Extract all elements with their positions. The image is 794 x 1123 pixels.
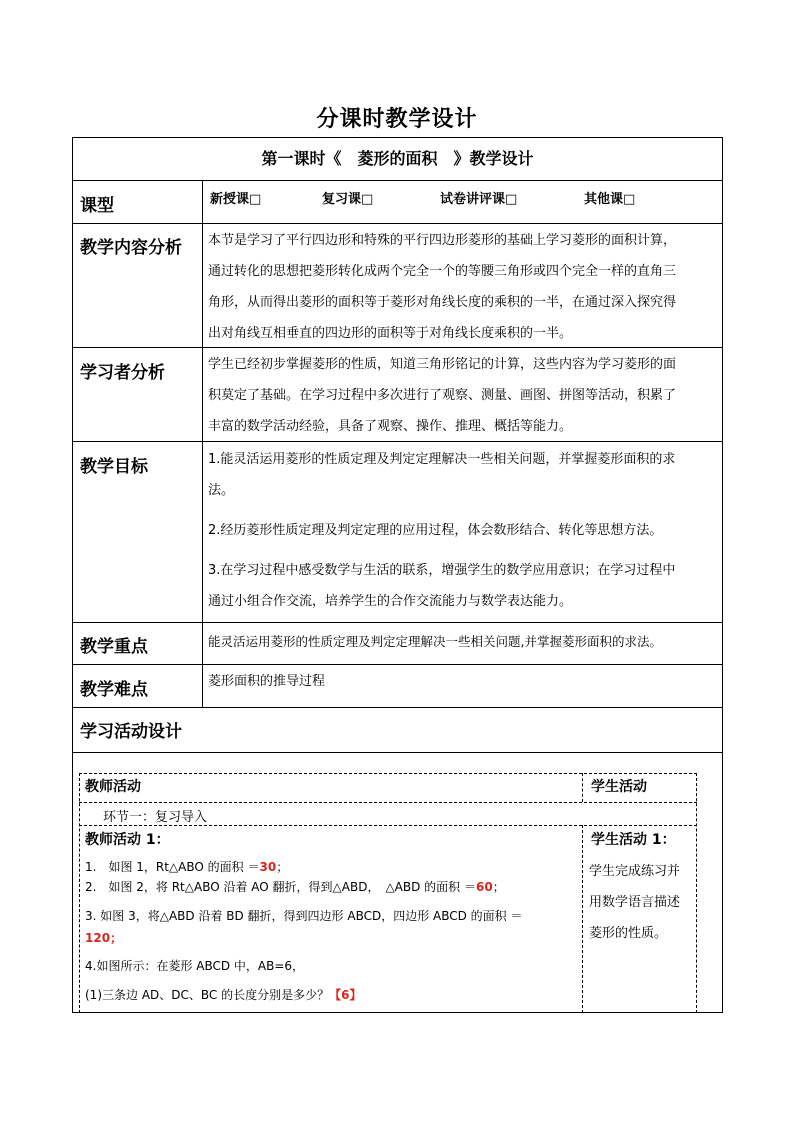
teacher-activity-title: 教师活动 1： <box>85 832 170 848</box>
row-divider <box>72 664 723 665</box>
objectives-text <box>208 444 716 617</box>
row-divider <box>72 223 723 224</box>
text-line: 通过小组合作交流，培养学生的合作交流能力与数学表达能力。 <box>208 594 573 609</box>
exercise-tail: ； <box>110 931 123 945</box>
content-analysis-label: 教学内容分析 <box>80 238 182 258</box>
activity-design-label: 学习活动设计 <box>80 722 182 742</box>
course-type-option: 试卷讲评课□ <box>440 192 518 207</box>
course-type-option: 其他课□ <box>584 192 636 207</box>
text-line: 学生已经初步掌握菱形的性质，知道三角形铭记的计算，这些内容为学习菱形的面 <box>208 357 677 372</box>
student-activity-header: 学生活动 <box>591 779 647 795</box>
text-line: 用数学语言描述 <box>589 895 681 910</box>
learner-analysis-label: 学习者分析 <box>80 363 165 383</box>
difficulties-label: 教学难点 <box>80 680 148 700</box>
text-line: 法。 <box>208 483 235 498</box>
row-divider <box>72 622 723 623</box>
exercise-tail: ； <box>276 860 289 874</box>
exercise-answer: 60 <box>476 880 493 894</box>
key-points-text: 能灵活运用菱形的性质定理及判定定理解决一些相关问题,并掌握菱形面积的求法。 <box>208 634 662 649</box>
section-heading: 环节一：复习导入 <box>103 810 208 825</box>
text-line: 学生完成练习并 <box>589 864 681 879</box>
course-type-option: 复习课□ <box>322 192 374 207</box>
exercise-text: 3. 如图 3，将△ABD 沿着 BD 翻折，得到四边形 ABCD，四边形 ABCD 的面积 ＝ <box>85 909 523 923</box>
text-line: 出对角线互相垂直的四边形的面积等于对角线长度乘积的一半。 <box>208 326 573 341</box>
row-divider <box>72 707 723 708</box>
document-title: 分课时教学设计 <box>316 107 478 132</box>
text-line: 角形，从而得出菱形的面积等于菱形对角线长度的乘积的一半，在通过深入探究得 <box>208 295 677 310</box>
student-activity-text <box>589 856 693 949</box>
row-divider <box>72 752 723 753</box>
learner-analysis-text <box>208 349 716 442</box>
text-line: 积莫定了基础。在学习过程中多次进行了观察、测量、画图、拼图等活动，积累了 <box>208 388 677 403</box>
exercise-text: 2. 如图 2，将 Rt△ABO 沿着 AO 翻折，得到△ABD， △ABD 的面积 ＝ <box>85 880 476 894</box>
activity-column-divider <box>582 773 583 802</box>
exercise-answer: 【6】 <box>329 988 362 1002</box>
text-line: 1.能灵活运用菱形的性质定理及判定定理解决一些相关问题，并掌握菱形面积的求 <box>208 452 676 467</box>
exercise-item <box>85 929 122 947</box>
exercise-item <box>85 957 304 975</box>
difficulties-text: 菱形面积的推导过程 <box>208 674 326 689</box>
text-line: 丰富的数学活动经验，具备了观察、操作、推理、概括等能力。 <box>208 419 573 434</box>
exercise-answer: 120 <box>85 931 111 945</box>
course-type-option: 新授课□ <box>210 192 262 207</box>
exercise-tail: ； <box>492 880 505 894</box>
student-activity-title: 学生活动 1： <box>591 832 676 848</box>
exercise-item <box>85 858 288 876</box>
text-line: 3.在学习过程中感受数学与生活的联系，增强学生的数学应用意识；在学习过程中 <box>208 563 676 578</box>
text-line: 通过转化的思想把菱形转化成两个完全一个的等腰三角形或四个完全一样的直角三 <box>208 264 677 279</box>
exercise-text: 1. 如图 1，Rt△ABO 的面积 ＝ <box>85 860 260 874</box>
activity-column-divider <box>582 825 583 1013</box>
objectives-label: 教学目标 <box>80 457 148 477</box>
course-type-label: 课型 <box>80 196 114 216</box>
lesson-title: 第一课时《 菱形的面积 》教学设计 <box>261 149 534 168</box>
key-points-label: 教学重点 <box>80 637 148 657</box>
exercise-text: (1)三条边 AD、DC、BC 的长度分别是多少？ <box>85 988 330 1002</box>
exercise-item <box>85 986 361 1004</box>
content-analysis-text <box>208 225 716 349</box>
teacher-activity-header: 教师活动 <box>85 779 141 795</box>
activity-row-divider <box>79 825 697 826</box>
activity-row-divider <box>79 802 697 803</box>
text-line: 菱形的性质。 <box>589 926 668 941</box>
text-line: 本节是学习了平行四边形和特殊的平行四边形菱形的基础上学习菱形的面积计算， <box>208 233 677 248</box>
exercise-answer: 30 <box>259 860 277 874</box>
row-divider <box>72 180 723 181</box>
exercise-text: 4.如图所示：在菱形 ABCD 中，AB=6， <box>85 959 305 973</box>
column-divider <box>202 180 203 707</box>
exercise-item <box>85 907 523 925</box>
exercise-item <box>85 878 505 896</box>
text-line: 2.经历菱形性质定理及判定定理的应用过程，体会数形结合、转化等思想方法。 <box>208 523 663 538</box>
